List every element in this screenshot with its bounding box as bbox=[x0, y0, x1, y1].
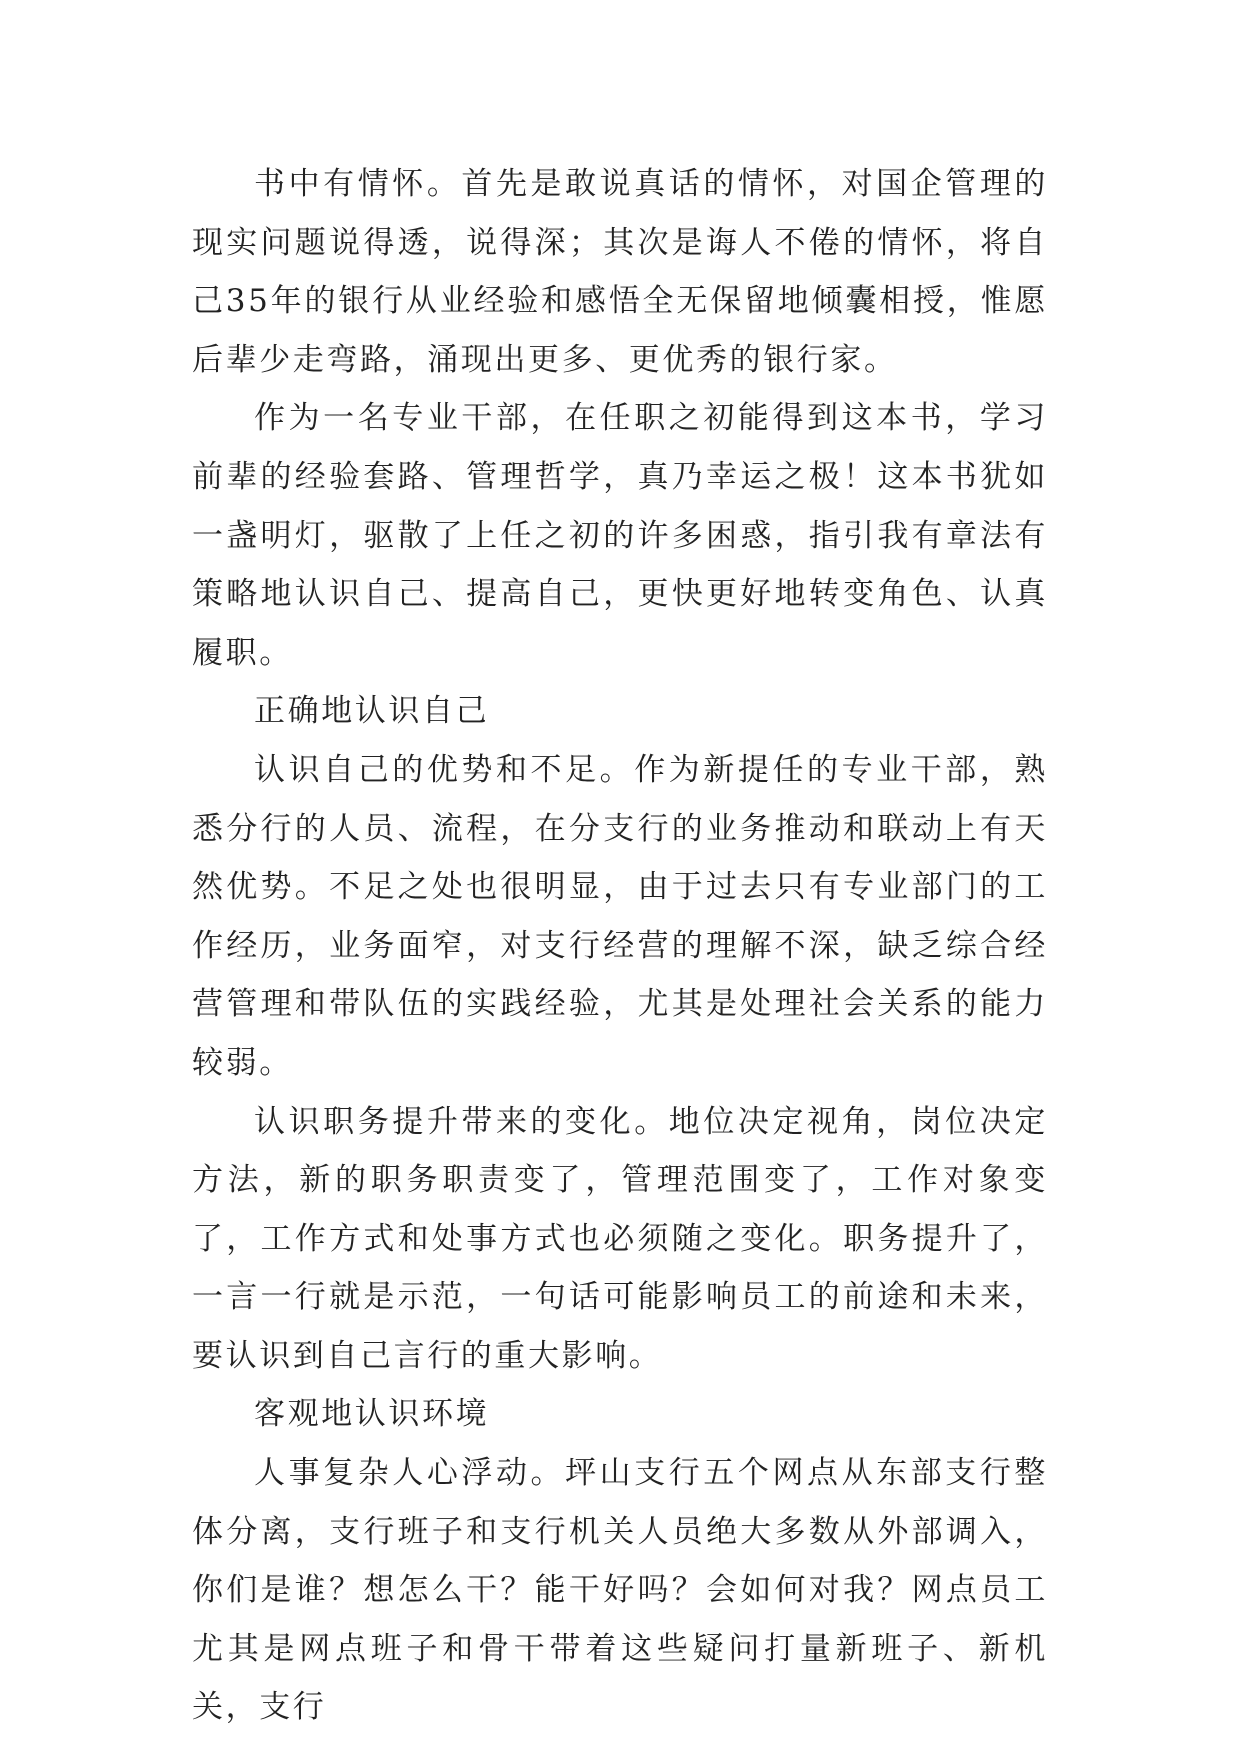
paragraph-strengths-weaknesses: 认识自己的优势和不足。作为新提任的专业干部，熟悉分行的人员、流程，在分支行的业务推动和联动上有天然优势。不足之处也很明显，由于过去只有专业部门的工作经历，业务面窄，对支行经营的理解不深，缺乏综合经营管理和带队伍的实践经验，尤其是处理社会关系的能力较弱。 bbox=[192, 751, 1048, 1081]
paragraph-personnel-complex: 人事复杂人心浮动。坪山支行五个网点从东部支行整体分离，支行班子和支行机关人员绝大多数从外部调入，你们是谁？想怎么干？能干好吗？会如何对我？网点员工尤其是网点班子和骨干带着这些疑问打量新班子、新机关，支行 bbox=[192, 1455, 1048, 1726]
document-body bbox=[192, 155, 1048, 1737]
section-heading-know-environment: 客观地认识环境 bbox=[254, 1396, 490, 1433]
paragraph-professional-cadre: 作为一名专业干部，在任职之初能得到这本书，学习前辈的经验套路、管理哲学，真乃幸运之极！这本书犹如一盏明灯，驱散了上任之初的许多困惑，指引我有章法有策略地认识自己、提高自己，更快更好地转变角色、认真履职。 bbox=[192, 400, 1048, 671]
paragraph-promotion-changes: 认识职务提升带来的变化。地位决定视角，岗位决定方法，新的职务职责变了，管理范围变了，工作对象变了，工作方式和处事方式也必须随之变化。职务提升了，一言一行就是示范，一句话可能影响员工的前途和未来，要认识到自己言行的重大影响。 bbox=[192, 1103, 1048, 1374]
paragraph-book-sentiment: 书中有情怀。首先是敢说真话的情怀，对国企管理的现实问题说得透，说得深；其次是诲人不倦的情怀，将自己35年的银行从业经验和感悟全无保留地倾囊相授，惟愿后辈少走弯路，涌现出更多、更优秀的银行家。 bbox=[192, 166, 1048, 378]
section-heading-know-yourself: 正确地认识自己 bbox=[254, 693, 490, 730]
